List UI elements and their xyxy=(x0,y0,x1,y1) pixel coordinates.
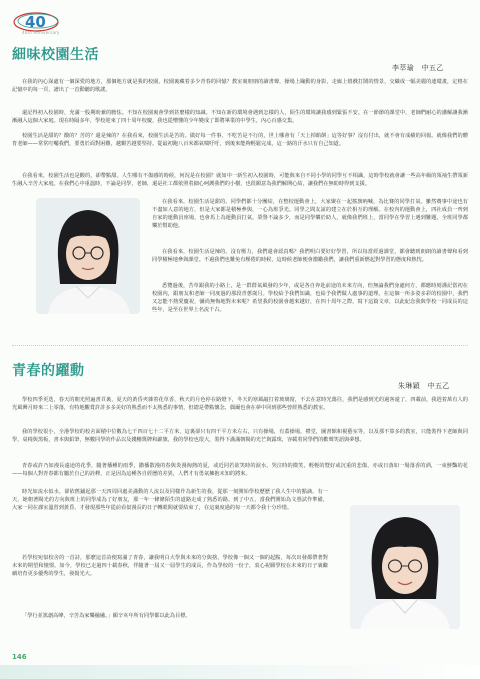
student-portrait-icon xyxy=(350,505,460,629)
article2-paragraph-3: 青春或許乃如漫長遠途的花季，隨著播種的雨季，撒播散漫的春與炎漫淘熱的夏，或近同若欲笑時的淚水，哭泣時的微笑，輕輕的暨好或沉重的悲傷，亦或日落如一場落香的酒，一束鮮豔的花——每個人對青春都有屬於自己的詮釋，正是因為這種各自經歷的差異，人們才有勇氣擁抱未知的將來。 xyxy=(12,463,468,478)
article2-title: 青春的躍動 xyxy=(12,363,85,379)
article1-paragraph-7: 悉覽過後，苦草跟我的小路上，是一群群氣風發的少年，或是各自奔赴前途的未來方向，但無論我們身處何方，都應時刻謹記當初在校園內，跟朋友和老師一同度過的那段青蔥歲月。學校給予我們知識，也給予我們做人處事的道理。在這個一所多姿多彩的校園中，我們又怎能不熱愛慶祝，彌尚無悔地對未來呢？希望我的校園會越來越好，在四十周年之際，寫下這篇文章，以此紀念我與學校一同成長的這些年，是至在世界上名流千古。 xyxy=(152,283,468,314)
logo-number: 40 xyxy=(25,13,46,31)
article1-paragraph-5: 在我看來，校園生活是甜的。同學們都十分團結，在整校運動會上，大家聚在一起搖旗吶喊，為比賽的同學打氣。雖然賽事中途也有不盡如人意的地方，但是大家都是積極參與，一心為班爭光。同學之間友誼的建立在於相互的理解。在校內的運動會上，四社成員一齊到自家的運動員座場，也會馬上為運動員打氣。榮譽不論多少，而是同學樂於助人，就像我們班上，當同學在學習上遇到難題，全班同學都樂於幫助他。 xyxy=(152,199,468,230)
section-divider xyxy=(12,345,468,346)
article1-paragraph-6: 在我看來，校園生活是辣的。沒有壓力，我們還會認真嗎？我們明白要好好學習，所以每當經過課堂，都會聽到朗朗的讀書聲和看到同學積極地參與課堂。不過我們也難免有壓倦的時候，這時候老師便會激勵我們，讓我們重新燃起對學習的態度和熱忱。 xyxy=(152,249,468,264)
logo-caption: 40th Anniversary xyxy=(22,30,60,35)
article1-paragraph-3: 校園生活是甜的？酸的？苦的？還是辣的？在我看來，校園生活是苦的。做好每一件事，不吃苦是不行的，世上哪會有「天上掉餡餅」這等好事？沒有付出，就不會有成績的回報。就像我們的體育老師——常常叮囑我們，要勇於面對困難，越艱苦越要堅持。從最初跑八百米都氣喘吁吁，到後來能夠輕鬆完成，這一路的汗水只有自己知道。 xyxy=(12,133,468,148)
student-portrait-icon xyxy=(36,198,140,314)
article2-author-photo xyxy=(350,505,460,629)
article1-paragraph-1: 在我的內心深處有一個深愛的地方，那個地方就是我的校園。校園裏藏着多少青春的回憶？教室裏朋朋的讀書聲，操場上蹦動的身影，走廊上嬉戲打鬧的情景，交織成一幅美麗的連環畫，定格在記憶中的每一頁，譜出了一首動聽的歌謠。 xyxy=(12,79,468,94)
article2-paragraph-4: 時光如流水似水，卻依舊鋪起那一天四周回處美滿動的人流以及同樣作為新生的我，從那一刻開始學校歷歷了我人生中的點滴。有一天，她朝著陽光的方向與班上的同學成為了好朋友，那一年一條條陌生的道路走成了熟悉的路。到了中五，當我們開始為文憑試作準備，大家一同在課室溫習到黃昏，才發現那些年從前看似漫長的日子轉眼間就要結束了，在這裏度過的每一天都令我十分珍惜。 xyxy=(12,489,328,512)
article2-author: 朱琳穎 中五乙 xyxy=(398,382,450,390)
article1-author-photo xyxy=(36,198,140,314)
article1-paragraph-4: 在我看來，校園生活也是酸的，卻帶點甜。人生哪有不傷感的時候，何況是在校園？就如中一新生初入校園時，可能與來自不同小學的同學互不相識，這時學校就會讓一些高年級的領袖生帶領新生融入辛苦大家庭。在我們心中重溫時，不論是同學，老師，還是社工都依照着細心呵護我們的小樹，也很願意為我們解開心結，讓我們在無助時得到支援。 xyxy=(12,173,468,188)
article2-paragraph-6: 「學行並篤創高峰，辛苦為家樂融融。」願辛亥年所有同學都以此為目標。 xyxy=(22,613,191,619)
article1-author: 李萃瑜 中五乙 xyxy=(392,64,444,72)
footer-bar xyxy=(0,665,480,679)
article1-paragraph-2: 還記得初入校園時，充滿一股期盼兼的膽怯。不知在校園裏會學到甚麼樣的知識。不知在新的環境會遇到怎樣的人，陌生的環境讓我感到緊張不安。在一節節的課堂中，老師們耐心的講解讓我漸漸融入這個大家庭。現在時隔多年，學校迎來了四十周年校慶，我也從懵懂的少年變成了即將畢業的中學生，內心百感交集。 xyxy=(12,110,468,125)
page-number: 146 xyxy=(12,653,27,661)
article2-paragraph-5: 若學校宛似校舍的一首詩，那麼這首詩便寫滿了青春，讓我明白大學與未來的分與捨，學校像一個又一個的起點，每次出發都帶著對未來的期望和憧憬。如今，學校已走過四十載春秋，伴隨著一屆又一屆學生的成長，作為學校的一份子，衷心祝願學校在未來的日子裏繼續培育更多優秀的學生，發揚光大。 xyxy=(12,555,328,578)
article2-paragraph-2: 我的學校很小，全港學校的校舍面積中位數為七千四百七十二平方米，這裏卻只有四千平方米左右，只有操場，有蓋操場，禮堂，圖書館和視藝室等，以及那不算多的教室，只能裝得下老師與同學，桌椅與黑板，書本與鉛筆，無數同學的作品以及錢穗獎牌和錦旗，我的學校也很大，裝得下滿滿朝陽的光芒與露珠，容載着同學們的歡聲笑語與夢想。 xyxy=(12,429,468,444)
article1-title: 細味校園生活 xyxy=(12,47,99,63)
article2-paragraph-1: 學校四季更迭，春天的朝光照遍書頁裏，夏天的黃昏夾雜着花草香，秋天的月色停在路燈下，冬天的寒風敲打着玻璃窗，不去在意時光蕩往，我們是感到光的過客還了，四載前，我趕着萬有人的光風霽月時來二上零落，有特地觀賞許許多多美好的熟悉而不太熟悉的事情，但總是帶點懷念，偶爾也會在夢中回到那些曾經熟悉的教室。 xyxy=(12,397,468,412)
